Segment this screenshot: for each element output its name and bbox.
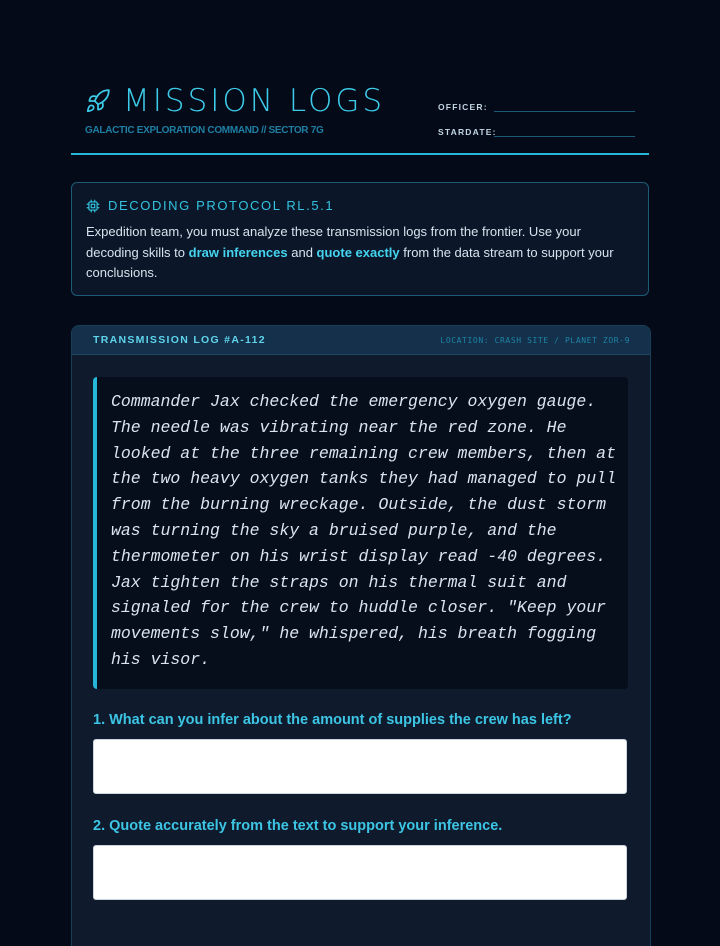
question-1: 1. What can you infer about the amount of supplies the crew has left? [93,712,572,728]
instruction-text: Expedition team, you must analyze these transmission logs from the frontier. Use your decoding skills to [86,224,581,260]
transmission-location: LOCATION: CRASH SITE / PLANET ZOR-9 [440,336,630,345]
protocol-heading [86,198,334,213]
reading-passage: Commander Jax checked the emergency oxygen gauge. The needle was vibrating near the red zone. He looked at the three remaining crew members, then at the two heavy oxygen tanks they had managed to pull from the burning wreckage. Outside, the dust storm was turning the sky a bruised purple, and the thermometer on his wrist display read -40 degrees. Jax tighten the straps on his thermal suit and signaled for the crew to huddle closer. "Keep your movements slow," he whispered, his breath fogging his visor. [93,377,628,689]
stardate-field [438,124,635,137]
instruction-text: and [287,244,317,260]
transmission-card [71,325,651,946]
question-2: 2. Quote accurately from the text to support your inference. [93,818,503,834]
instruction-text: from the data stream to support your conclusions. [86,244,614,280]
stardate-label: STARDATE: [438,127,497,137]
rocket-icon [85,88,111,114]
answer-box-1[interactable] [93,739,627,794]
officer-field [438,99,635,112]
instruction-emphasis-inferences: draw inferences [188,244,288,260]
worksheet-header [71,71,649,155]
stardate-input-line[interactable] [494,124,635,137]
transmission-header [72,326,650,355]
answer-box-2[interactable] [93,845,627,900]
protocol-box [71,182,649,296]
chip-icon [86,199,100,213]
mission-logs-worksheet [71,71,649,834]
officer-label: OFFICER: [438,102,488,112]
instruction-emphasis-quote: quote exactly [316,244,400,260]
protocol-title: DECODING PROTOCOL RL.5.1 [108,198,335,213]
officer-input-line[interactable] [494,99,635,112]
page-subtitle: GALACTIC EXPLORATION COMMAND // SECTOR 7G [85,125,324,136]
transmission-id: TRANSMISSION LOG #A-112 [93,334,266,346]
page-title: MISSION LOGS [123,83,386,119]
protocol-instructions [86,222,634,284]
title-row [85,83,385,119]
